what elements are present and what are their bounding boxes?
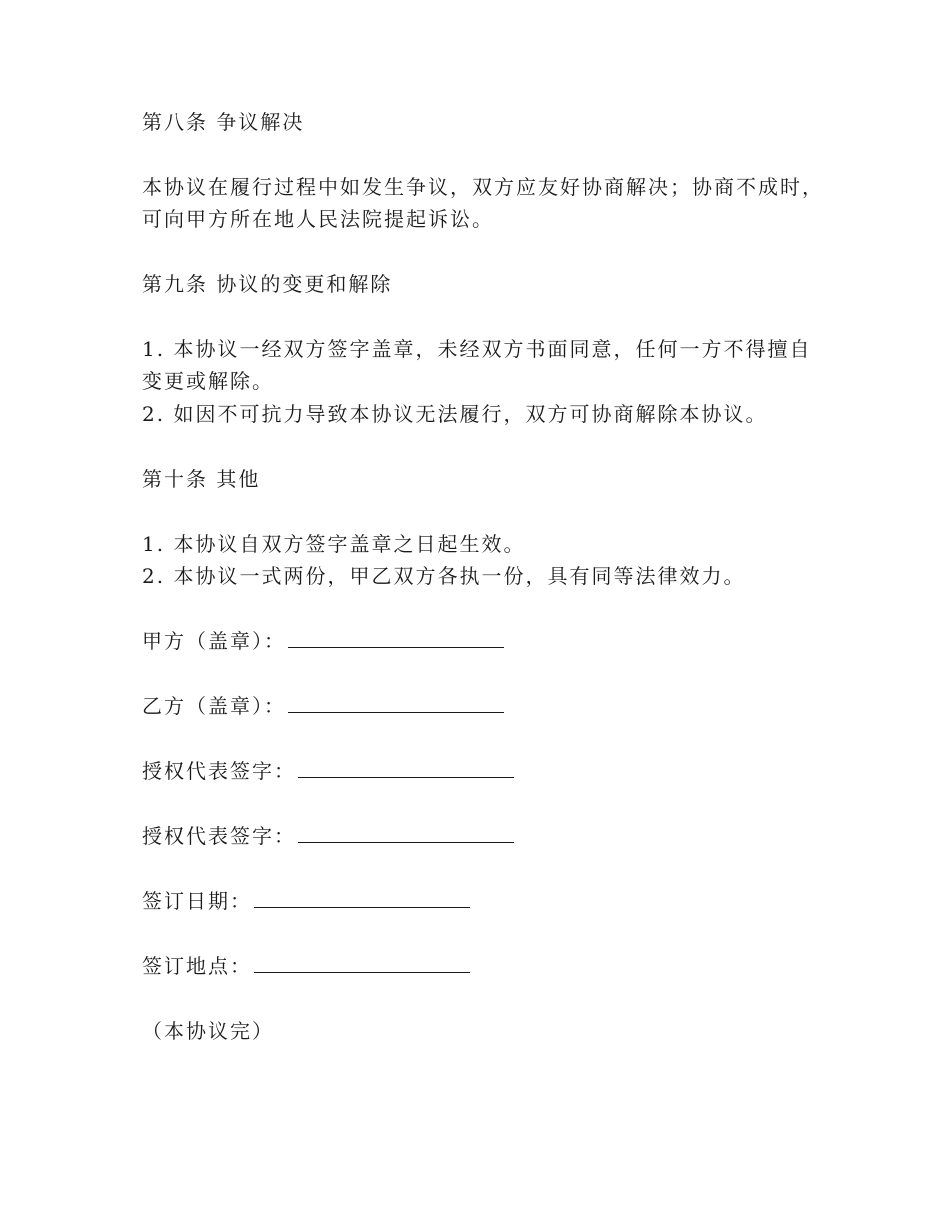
article8-body-line-1: 本协议在履行过程中如发生争议，双方应友好协商解决；协商不成时， [142,175,824,199]
party-b-seal-label: 乙方（盖章）： [142,694,286,718]
sign-place-blank [254,954,470,973]
party-a-seal-label: 甲方（盖章）： [142,629,286,653]
party-b-seal-blank [288,694,504,713]
article10-heading: 第十条 其他 [142,467,261,491]
rep-a-signature-row [142,757,514,785]
rep-a-signature-label: 授权代表签字： [142,759,296,783]
sign-place-row [142,952,470,980]
sign-date-label: 签订日期： [142,889,252,913]
sign-date-row [142,887,470,915]
article8-heading: 第八条 争议解决 [142,110,305,134]
article10-item-2: 2. 本协议一式两份，甲乙双方各执一份，具有同等法律效力。 [142,564,746,588]
article9-heading: 第九条 协议的变更和解除 [142,272,393,296]
rep-a-signature-blank [298,759,514,778]
party-a-seal-row [142,627,504,655]
article10-item-1: 1. 本协议自双方签字盖章之日起生效。 [142,532,526,556]
party-b-seal-row [142,692,504,720]
rep-b-signature-row [142,822,514,850]
sign-place-label: 签订地点： [142,954,252,978]
article9-item-1: 1. 本协议一经双方签字盖章，未经双方书面同意，任何一方不得擅自 [142,337,812,361]
party-a-seal-blank [288,629,504,648]
article9-item-2: 2. 如因不可抗力导致本协议无法履行，双方可协商解除本协议。 [142,402,768,426]
sign-date-blank [254,889,470,908]
rep-b-signature-label: 授权代表签字： [142,824,296,848]
article8-body-line-2: 可向甲方所在地人民法院提起诉讼。 [142,207,494,231]
agreement-end-note: （本协议完） [142,1019,274,1043]
rep-b-signature-blank [298,824,514,843]
article9-item-1-cont: 变更或解除。 [142,369,274,393]
